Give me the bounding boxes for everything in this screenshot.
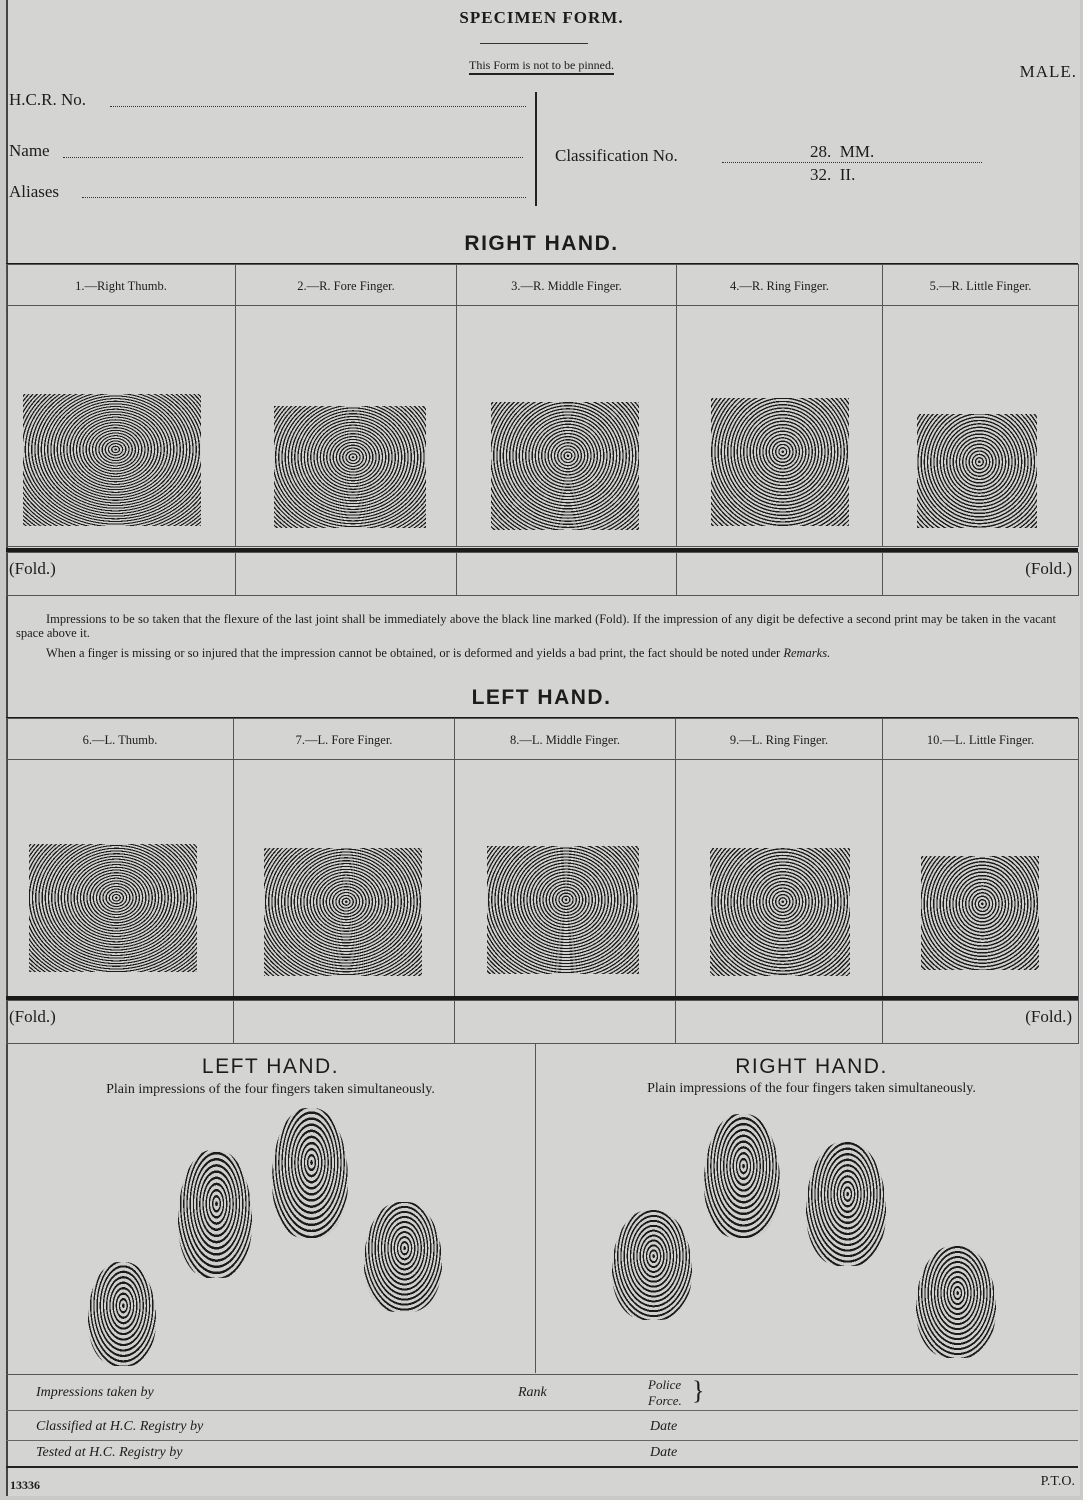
right-ring-caption: 4.—R. Ring Finger. — [677, 265, 882, 306]
classified-by-label: Classified at H.C. Registry by — [36, 1419, 204, 1434]
rank-label: Rank — [518, 1385, 547, 1400]
left-hand-table — [6, 718, 1079, 1001]
plain-right-heading: RIGHT HAND. — [735, 1055, 888, 1078]
police-label: Police — [648, 1377, 682, 1392]
left-middle-cell[interactable] — [455, 760, 675, 1000]
left-hand-heading: LEFT HAND. — [471, 686, 612, 709]
plain-left-ring-print — [178, 1150, 252, 1278]
right-ring-cell[interactable] — [677, 306, 882, 546]
right-fore-cell[interactable] — [236, 306, 456, 546]
fold-space-r4[interactable] — [677, 553, 883, 596]
left-little-cell[interactable] — [883, 760, 1078, 1000]
title-rule — [480, 43, 588, 44]
right-thumb-caption: 1.—Right Thumb. — [7, 265, 235, 306]
sig-rule-2 — [6, 1440, 1078, 1441]
left-little-caption: 10.—L. Little Finger. — [883, 719, 1078, 760]
left-fore-print — [264, 848, 422, 976]
right-middle-print — [491, 402, 639, 530]
right-fore-print — [274, 406, 426, 528]
hcr-no-label: H.C.R. No. — [9, 90, 86, 109]
fold-label-right-left: (Fold.) — [9, 559, 56, 578]
header-divider — [535, 92, 537, 206]
sig-rule-3 — [6, 1466, 1078, 1468]
plain-right-middle-print — [704, 1114, 780, 1238]
right-hand-fold-row — [6, 552, 1079, 596]
right-hand-table — [6, 264, 1079, 547]
left-little-print — [921, 856, 1039, 970]
left-thumb-cell[interactable] — [7, 760, 233, 1000]
left-fore-caption: 7.—L. Fore Finger. — [234, 719, 454, 760]
name-label: Name — [9, 141, 50, 160]
sig-rule-1 — [6, 1410, 1078, 1411]
right-hand-heading: RIGHT HAND. — [464, 232, 619, 255]
pinned-notice-text: This Form is not to be pinned. — [469, 58, 614, 75]
fold-space-r2[interactable] — [236, 553, 457, 596]
pinned-notice — [0, 58, 1083, 73]
left-ring-cell[interactable] — [676, 760, 882, 1000]
date-label-1: Date — [650, 1419, 678, 1434]
plain-left-subtitle: Plain impressions of the four fingers taken simultaneously. — [106, 1082, 435, 1097]
instruction-para-1: Impressions to be so taken that the flexure of the last joint shall be immediately above the black line marked (Fold). If the impression of any digit be defective a second print may be taken in the vacant space above it. — [16, 612, 1056, 640]
left-ring-print — [710, 848, 850, 976]
fold-space-l2[interactable] — [234, 1001, 455, 1044]
instruction-para-2 — [16, 646, 1056, 660]
plain-right-fore-print — [612, 1210, 692, 1320]
aliases-line[interactable] — [82, 197, 526, 198]
classification-value-2: 32. II. — [810, 165, 856, 184]
plain-left-fore-print — [364, 1202, 442, 1312]
left-thumb-caption: 6.—L. Thumb. — [7, 719, 233, 760]
fold-label-left-right: (Fold.) — [1025, 1007, 1072, 1026]
plain-right-little-print — [916, 1246, 996, 1358]
left-middle-print — [487, 846, 639, 974]
remarks-word: Remarks. — [783, 646, 831, 660]
plain-impressions-divider — [535, 1043, 536, 1373]
left-thumb-print — [29, 844, 197, 972]
plain-left-middle-print — [272, 1108, 348, 1238]
classification-line[interactable] — [722, 162, 982, 163]
right-middle-caption: 3.—R. Middle Finger. — [457, 265, 676, 306]
right-little-cell[interactable] — [883, 306, 1078, 546]
fold-space-l4[interactable] — [676, 1001, 883, 1044]
plain-left-little-print — [88, 1262, 156, 1366]
left-hand-fold-row — [6, 1000, 1079, 1044]
force-label: Force. — [648, 1393, 682, 1408]
right-middle-cell[interactable] — [457, 306, 676, 546]
right-little-print — [917, 414, 1037, 528]
plain-right-subtitle: Plain impressions of the four fingers taken simultaneously. — [647, 1081, 976, 1096]
impressions-taken-by-label: Impressions taken by — [36, 1385, 154, 1400]
right-little-caption: 5.—R. Little Finger. — [883, 265, 1078, 306]
right-thumb-print — [23, 394, 201, 526]
left-middle-caption: 8.—L. Middle Finger. — [455, 719, 675, 760]
name-line[interactable] — [63, 157, 523, 158]
fold-label-right-right: (Fold.) — [1025, 559, 1072, 578]
form-number: 13336 — [10, 1478, 40, 1492]
instruction-para-2-text: When a finger is missing or so injured that the impression cannot be obtained, or is deformed and yields a bad print, the fact should be noted under — [46, 646, 784, 660]
right-fore-caption: 2.—R. Fore Finger. — [236, 265, 456, 306]
fold-label-left-left: (Fold.) — [9, 1007, 56, 1026]
left-fore-cell[interactable] — [234, 760, 454, 1000]
aliases-label: Aliases — [9, 182, 60, 201]
right-ring-print — [711, 398, 849, 526]
date-label-2: Date — [650, 1445, 678, 1460]
pto-label: P.T.O. — [1040, 1474, 1075, 1489]
hcr-no-line[interactable] — [110, 106, 526, 107]
tested-by-label: Tested at H.C. Registry by — [36, 1445, 183, 1460]
classification-value-1: 28. MM. — [810, 142, 875, 161]
left-ring-caption: 9.—L. Ring Finger. — [676, 719, 882, 760]
sex-label: MALE. — [1019, 62, 1077, 81]
plain-left-heading: LEFT HAND. — [201, 1055, 340, 1078]
fold-space-l3[interactable] — [455, 1001, 676, 1044]
right-thumb-cell[interactable] — [7, 306, 235, 546]
classification-label: Classification No. — [555, 146, 678, 165]
fold-space-r3[interactable] — [457, 553, 677, 596]
plain-right-ring-print — [806, 1142, 886, 1266]
form-title: SPECIMEN FORM. — [459, 8, 624, 27]
police-force-brace: } — [692, 1376, 705, 1405]
